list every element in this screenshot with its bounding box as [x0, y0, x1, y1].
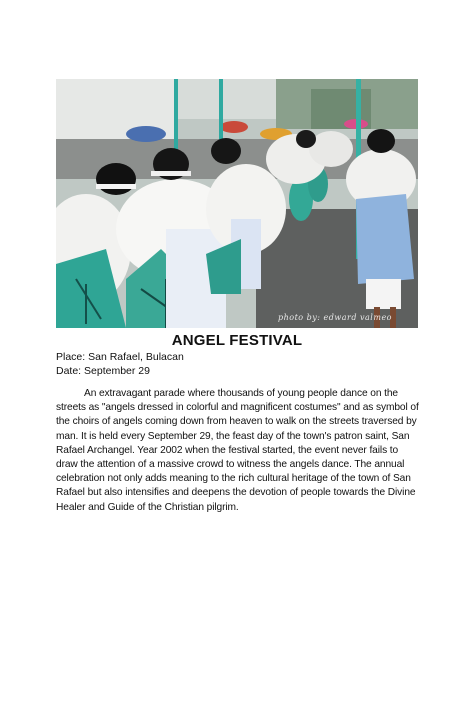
festival-photo-image [56, 79, 418, 328]
page-title: ANGEL FESTIVAL [171, 332, 303, 349]
photo-credit: photo by: edward valmeo [278, 313, 392, 322]
place-line: Place: San Rafael, Bulacan [56, 351, 184, 363]
date-line: Date: September 29 [56, 365, 150, 377]
festival-photo [56, 79, 418, 328]
description-paragraph: An extravagant parade where thousands of young people dance on the streets as "angels dressed in colorful and magnificent costumes" and as symbol of the choirs of angels coming down from heaven to walk on the streets traversed by man. It is held every September 29, the feast day of the town's patron saint, San Rafael Archangel. Year 2002 when the festival started, the event never fails to draw the attention of a massive crowd to witness the angels dance. The annual celebration not only adds meaning to the rich cultural heritage of the town of San Rafael but also intensifies and deepens the devotion of people towards the Divine Healer and Guide of the Christian pilgrim. [56, 388, 419, 513]
